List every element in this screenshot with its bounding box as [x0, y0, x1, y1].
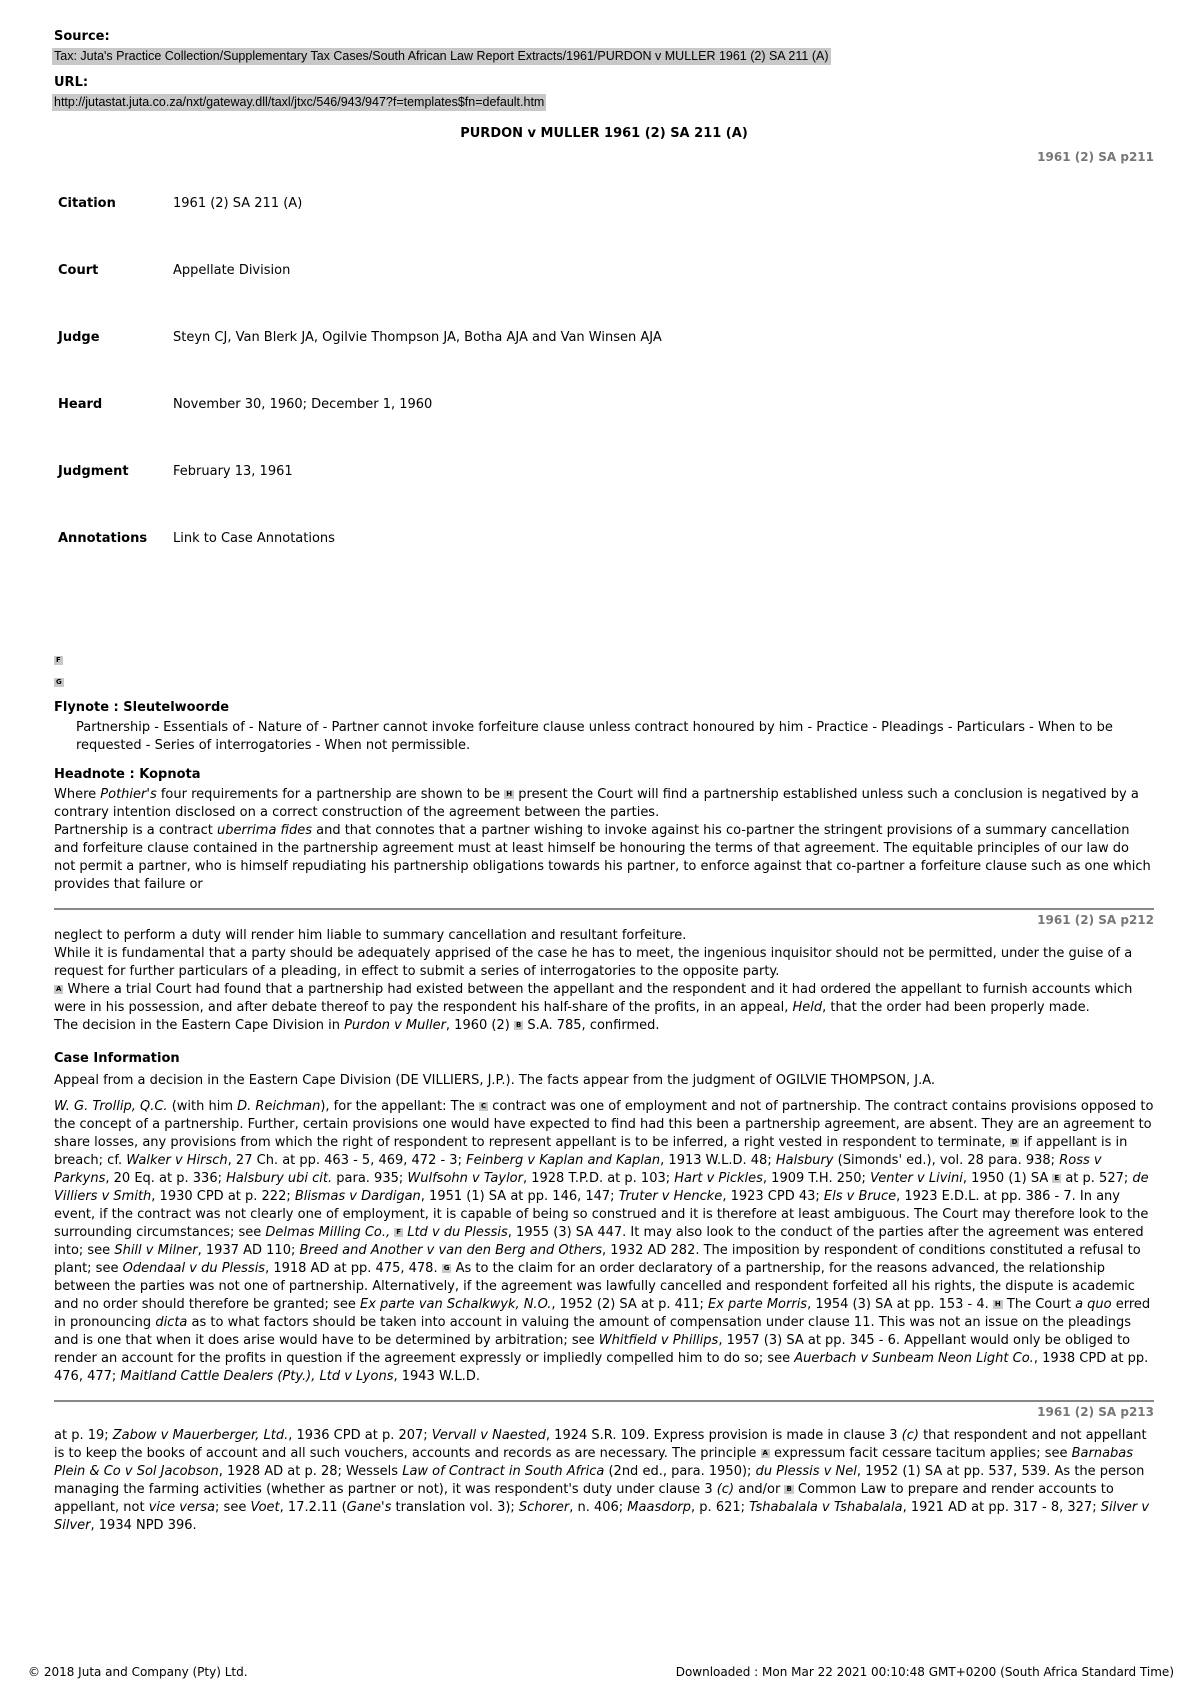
meta-row-judgment — [58, 454, 662, 521]
case-title: PURDON v MULLER 1961 (2) SA 211 (A) — [460, 126, 748, 141]
meta-row-judge — [58, 320, 662, 387]
margin-marks — [54, 650, 1154, 694]
page-separator — [54, 908, 1154, 910]
meta-row-citation — [58, 186, 662, 253]
headnote-text-p212: neglect to perform a duty will render him liable to summary cancellation and resultant forfeiture. While it is fundamental that a party should be adequately apprised of the case he has to meet, the ingenious inquisitor should not be permitted, under the guise of a request for further particulars of a pleading, in effect to submit a series of interrogatories to the opposite party. A Where a trial Court had found that a partnership had existed between the appellant and the respondent and it had ordered the appellant to furnish accounts which were in his possession, and after debate thereof to pay the respondent his half-share of the profits, in an appeal, Held, that the order had been properly made. The decision in the Eastern Cape Division in Purdon v Muller, 1960 (2) B S.A. 785, confirmed. — [54, 928, 1133, 1033]
meta-key: Judge — [58, 330, 100, 345]
case-meta-table — [58, 186, 662, 588]
argument-text: W. G. Trollip, Q.C. (with him D. Reichman), for the appellant: The C contract was one of employment and not of partnership. The contract contains provisions opposed to the concept of a partnership. Further, certain provisions one would have expected to find had this been a partnership agreement, are absent. They are an agreement to share losses, any provisions from which the right of respondent to represent appellant is to be inferred, a right vested in respondent to terminate, D if appellant is in breach; cf. Walker v Hirsch, 27 Ch. at pp. 463 - 5, 469, 472 - 3; Feinberg v Kaplan and Kaplan, 1913 W.L.D. 48; Halsbury (Simonds' ed.), vol. 28 para. 938; Ross v Parkyns, 20 Eq. at p. 336; Halsbury ubi cit. para. 935; Wulfsohn v Taylor, 1928 T.P.D. at p. 103; Hart v Pickles, 1909 T.H. 250; Venter v Livini, 1950 (1) SA E at p. 527; de Villiers v Smith, 1930 CPD at p. 222; Blismas v Dardigan, 1951 (1) SA at pp. 146, 147; Truter v Hencke, 1923 CPD 43; Els v Bruce, 1923 E.D.L. at pp. 386 - 7. In any event, if the contract was not clearly one of employment, it is capable of being so construed and it is therefore at least ambiguous. The Court may therefore look to the surrounding circumstances; see Delmas Milling Co., F Ltd v du Plessis, 1955 (3) SA 447. It may also look to the conduct of the parties after the agreement was entered into; see Shill v Milner, 1937 AD 110; Breed and Another v van den Berg and Others, 1932 AD 282. The imposition by respondent of conditions constituted a refusal to plant; see Odendaal v du Plessis, 1918 AD at pp. 475, 478. G As to the claim for an order declaratory of a partnership, for the reasons advanced, the relationship between the parties was not one of partnership. Alternatively, if the agreement was lawfully cancelled and respondent forfeited all his rights, the dispute is academic and no order should therefore be granted; see Ex parte van Schalkwyk, N.O., 1952 (2) SA at p. 411; Ex parte Morris, 1954 (3) SA at pp. 153 - 4. H The Court a quo erred in pronouncing dicta as to what factors should be taken into account in valuing the amount of compensation under clause 11. This was not an issue on the pleadings and is one that when it does arise would have to be determined by arbitration; see Whitfield v Phillips, 1957 (3) SA at pp. 345 - 6. Appellant would only be obliged to render an account for the profits in question if the agreement expressly or impliedly compelled him to do so; see Auerbach v Sunbeam Neon Light Co., 1938 CPD at pp. 476, 477; Maitland Cattle Dealers (Pty.), Ltd v Lyons, 1943 W.L.D. — [54, 1099, 1154, 1384]
headnote-text-p211: Where Pothier's four requirements for a partnership are shown to be H present the Court will find a partnership established unless such a conclusion is negatived by a contrary intention disclosed on a correct construction of the agreement between the parties. Partnership is a contract uberrima fides and that connotes that a partner wishing to invoke against his co-partner the stringent provisions of a summary cancellation and forfeiture clause contained in the partnership agreement must at least himself be honouring the terms of that agreement. The equitable principles of our law do not permit a partner, who is himself repudiating his partnership obligations towards his partner, to enforce against that co-partner a forfeiture clause such as one which provides that failure or — [54, 787, 1151, 892]
url-link[interactable]: http://jutastat.juta.co.za/nxt/gateway.dll/taxl/jtxc/546/943/947?f=templates$fn=default.htm — [54, 95, 545, 109]
meta-value: Appellate Division — [173, 263, 291, 278]
page-ref-213: 1961 (2) SA p213 — [1037, 1405, 1154, 1419]
meta-value: February 13, 1961 — [173, 464, 293, 479]
meta-key: Annotations — [58, 531, 148, 546]
page-ref-211: 1961 (2) SA p211 — [1037, 150, 1154, 164]
meta-row-annotations — [58, 521, 662, 588]
meta-row-court — [58, 253, 662, 320]
headnote-heading: Headnote : Kopnota — [54, 767, 201, 782]
meta-key: Citation — [58, 196, 116, 211]
argument-text-p213: at p. 19; Zabow v Mauerberger, Ltd., 1936 CPD at p. 207; Vervall v Naested, 1924 S.R. 109. Express provision is made in clause 3 (c) that respondent and not appellant is to keep the books of account and all such vouchers, accounts and records as are necessary. The principle A expressum facit cessare tacitum applies; see Barnabas Plein & Co v Sol Jacobson, 1928 AD at p. 28; Wessels Law of Contract in South Africa (2nd ed., para. 1950); du Plessis v Nel, 1952 (1) SA at pp. 537, 539. As the person managing the farming activities (whether as partner or not), it was respondent's duty under clause 3 (c) and/or B Common Law to prepare and render accounts to appellant, not vice versa; see Voet, 17.2.11 (Gane's translation vol. 3); Schorer, n. 406; Maasdorp, p. 621; Tshabalala v Tshabalala, 1921 AD at pp. 317 - 8, 327; Silver v Silver, 1934 NPD 396. — [54, 1428, 1150, 1533]
flynote-text: Partnership - Essentials of - Nature of - Partner cannot invoke forfeiture clause unless contract honoured by him - Practice - Pleadings - Particulars - When to be requested - Series of interrogatories - When not permissible. — [76, 720, 1113, 753]
margin-mark: F — [56, 656, 61, 664]
meta-value: November 30, 1960; December 1, 1960 — [173, 397, 433, 412]
appeal-line: Appeal from a decision in the Eastern Cape Division (DE VILLIERS, J.P.). The facts appear from the judgment of OGILVIE THOMPSON, J.A. — [54, 1073, 936, 1088]
meta-row-heard — [58, 387, 662, 454]
footer-download-stamp: Downloaded : Mon Mar 22 2021 00:10:48 GMT+0200 (South Africa Standard Time) — [675, 1665, 1174, 1679]
meta-key: Heard — [58, 397, 103, 412]
page-separator — [54, 1400, 1154, 1402]
footer-copyright: © 2018 Juta and Company (Pty) Ltd. — [28, 1665, 248, 1679]
url-label: URL: — [54, 75, 89, 90]
margin-mark: G — [56, 678, 62, 686]
meta-key: Court — [58, 263, 99, 278]
meta-value: Steyn CJ, Van Blerk JA, Ogilvie Thompson JA, Botha AJA and Van Winsen AJA — [173, 330, 662, 345]
document-page — [54, 28, 1154, 1535]
meta-key: Judgment — [58, 464, 129, 479]
meta-value: 1961 (2) SA 211 (A) — [173, 196, 303, 211]
source-label: Source: — [54, 29, 110, 44]
page-ref-212: 1961 (2) SA p212 — [1037, 913, 1154, 927]
flynote-heading: Flynote : Sleutelwoorde — [54, 700, 230, 715]
source-path[interactable]: Tax: Juta's Practice Collection/Supplementary Tax Cases/South African Law Report Extracts/1961/PURDON v MULLER 1961 (2) SA 211 (A) — [54, 49, 829, 63]
annotations-link[interactable]: Link to Case Annotations — [173, 531, 335, 546]
case-info-heading: Case Information — [54, 1051, 180, 1066]
